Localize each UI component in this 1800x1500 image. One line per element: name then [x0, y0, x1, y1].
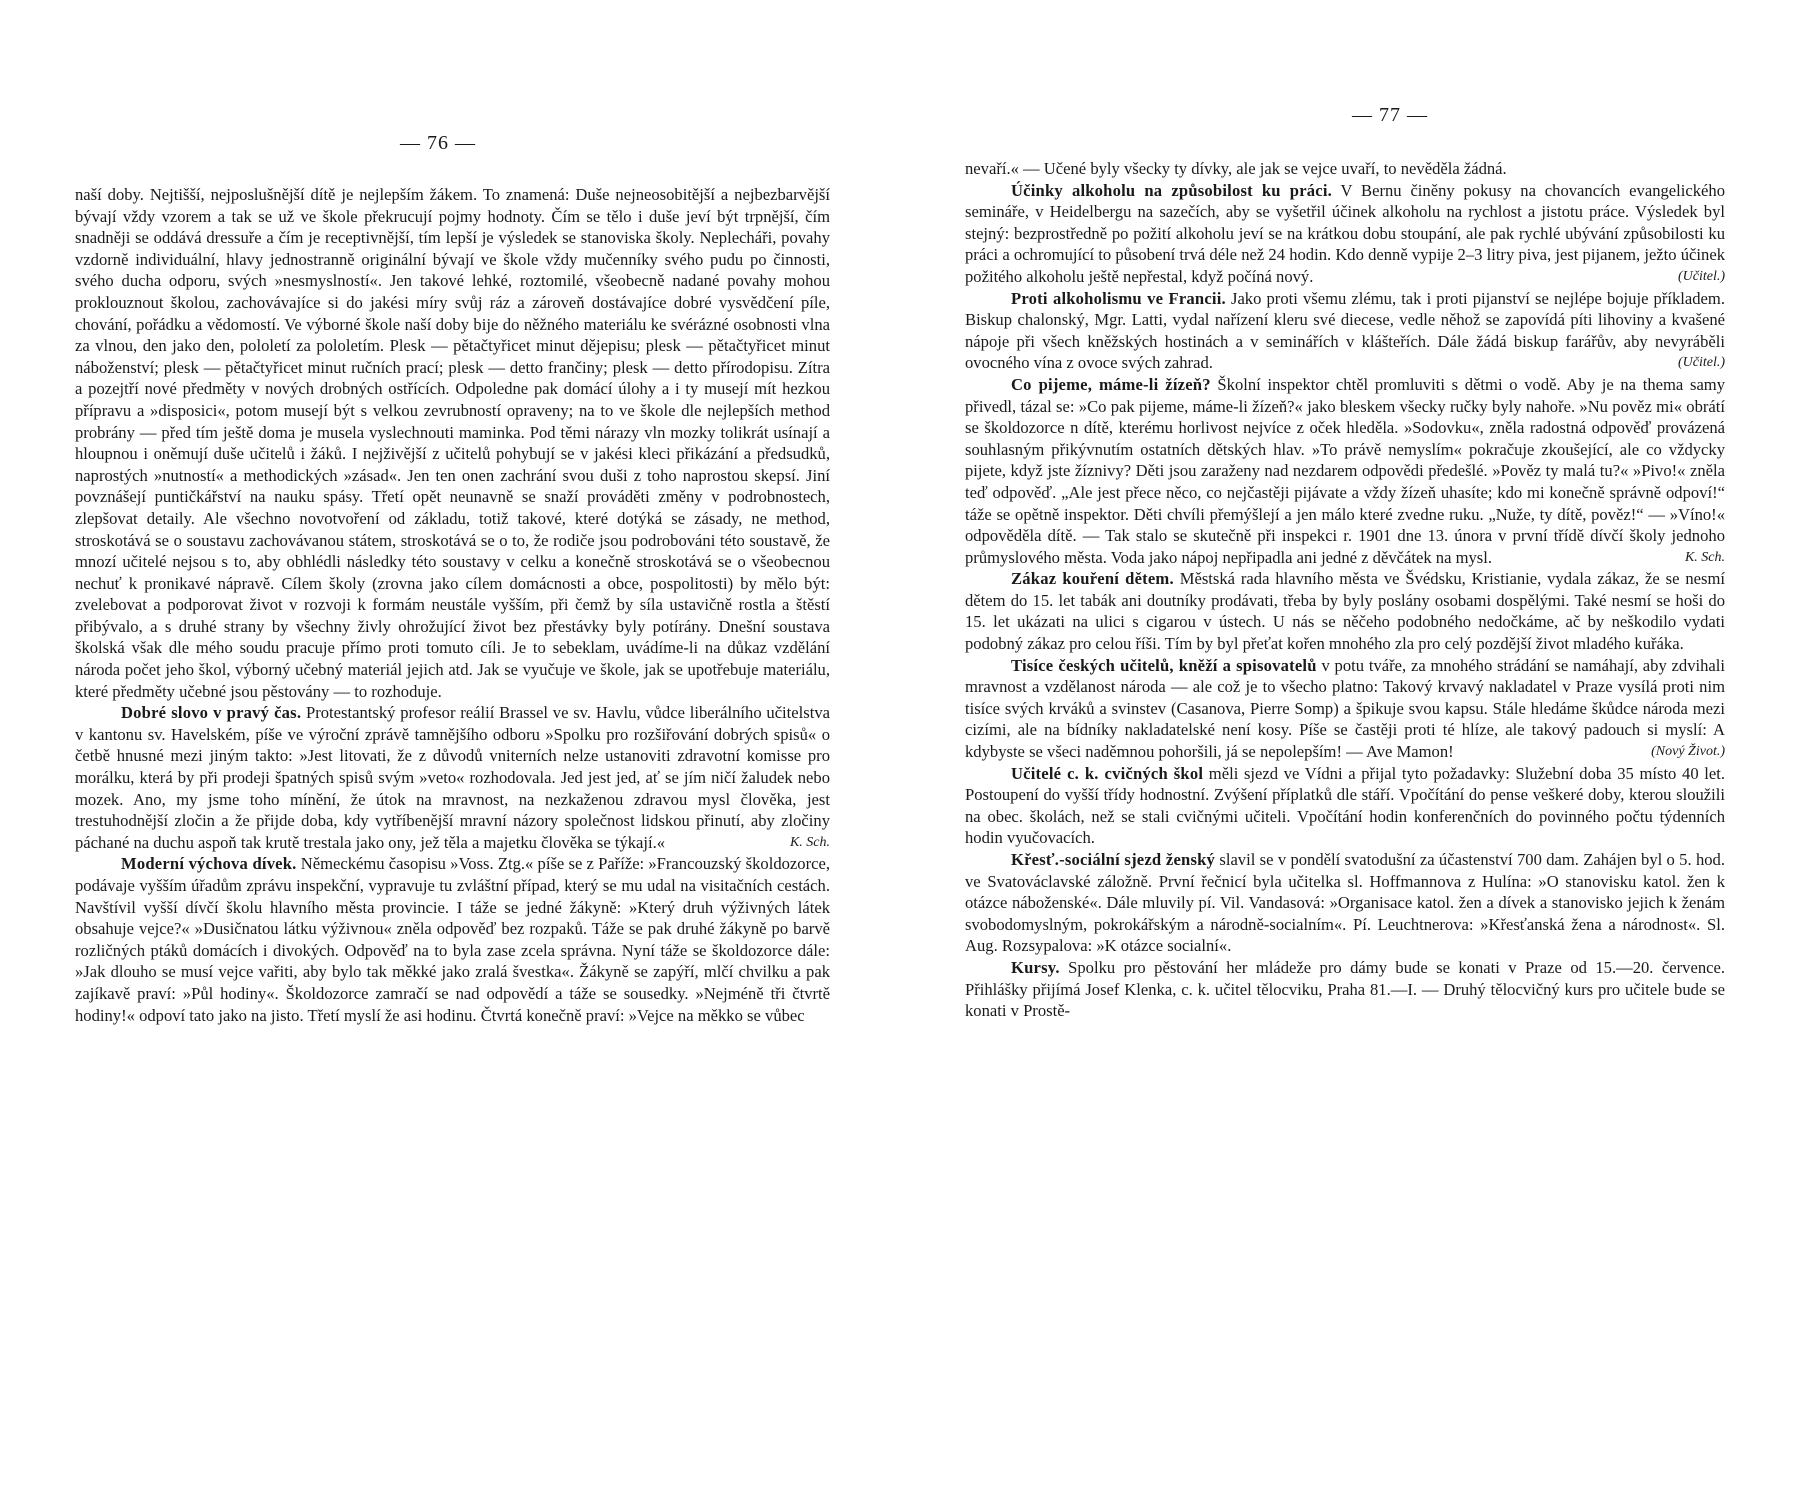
article-paragraph — [965, 288, 1725, 374]
paragraph-text: měli sjezd ve Vídni a přijal tyto požadavky: Služební doba 35 místo 40 let. Postoupení do vyšší třídy hodnostní. Zvýšení příplatků dle stáří. Vpočítání do pense veškeré doby, kterou sloužili na obec. školách, než se stali cvičnými učiteli. Vpočítání hodin konferenčních do povinného počtu týdenních hodin vyučovacích. — [965, 763, 1726, 848]
article-paragraph — [965, 957, 1725, 1022]
article-paragraph — [965, 568, 1725, 654]
paragraph-text: v potu tváře, za mnohého strádání se namáhají, aby zdvihali mravnost a vzdělanost národa — ale což je to všecho platno: Takový krvavý nakladatel v Praze vysílá proti nim tisíce svých krváků a svinstev (Casanova, Pierre Somp) a špikuje svou kapsu. Stále hledáme škůdce národa mezi cizími, ale na bídníky nakladatelské není kosy. Píše se častěji proti té hlíze, ale takový padouch si myslí: A kdybyste se všeci naděmnou pohoršili, já se nepolepším! — Ave Mamon! — [965, 655, 1725, 762]
paragraph-text: slavil se v pondělí svatodušní za účastenství 700 dam. Zahájen byl o 5. hod. ve Svatováclavské záložně. První řečnicí byla učitelka sl. Hoffmannova z Hulína: »O stanovisku katol. žen k otázce náboženské«. Dále mluvily pí. Vil. Vandasová: »Organisace katol. žen a dívek a stanovisko jejich k ženám svobodomyslným, pokrokářským a národně-socialním«. Pí. Leuchtnerova: »Křesťanská žena a národnost«. Sl. Aug. Rozsypalova: »K otázce socialní«. — [965, 850, 1726, 956]
article-heading: Co pijeme, máme-li žízeň? — [1011, 374, 1211, 394]
article-paragraph — [75, 702, 830, 853]
paragraph-text: Německému časopisu »Voss. Ztg.« píše se z Paříže: »Francouzský školdozorce, podávaje vyšším úřadům zprávu inspekční, vypravuje tu zvláštní případ, který se mu udal na visitačních cestách. Navštívil vyšší dívčí školu hlavního města provincie. I táže se jedné žákyně: »Který druh výživných látek obsahuje vejce?« »Dusičnatou látku výživnou« zněla odpověď bez rozpaků. Táže se pak druhé žákyně po barvě rozličných ptáků domácích i divokých. Odpověď na to byla zase zcela správna. Nyní táže se školdozorce dále: »Jak dlouho se musí vejce vařiti, aby bylo tak měkké jako zralá švestka«. Žákyně se zapýří, mlčí chvilku a pak zajíkavě praví: »Půl hodiny«. Školdozorce zamračí se nad odpovědí a táže se sousedky. »Nejméně tři čtvrtě hodiny!« odpoví tato jako na jisto. Třetí myslí že asi hodinu. Čtvrtá konečně praví: »Vejce na měkko se vůbec — [75, 854, 830, 1025]
article-heading: Proti alkoholismu ve Francii. — [1011, 288, 1226, 308]
article-heading: Zákaz kouření dětem. — [1011, 569, 1174, 589]
paragraph-text: naší doby. Nejtišší, nejposlušnější dítě je nejlepším žákem. To znamená: Duše nejneosobitější a nejbezbarvější bývají vždy vzorem a tak se už ve škole překrucují pojmy hodnoty. Čím se tělo i duše jeví být trpnější, čím snadněji se oddává dressuře a čím je receptivnější, tím lepší je výsledek se stanoviska školy. Neplecháři, povahy vzdorně individuální, hlavy jednostranně originální bývají ve škole vždy mučenníky svého pudu po činnosti, svého ducha odporu, svých »nesmyslností«. Jen takové lehké, roztomilé, všeobecně nadané povahy mohou proklouznout školou, zachovávajíce si do jakési míry svůj ráz a zároveň dostávajíce dobré vysvědčení píle, chování, pořádku a vědomostí. Ve výborné škole naší doby bije do něžného materiálu ke svérázné osobnosti vlna za vlnou, den jako den, pololetí za pololetím. Plesk — pětačtyřicet minut dějepisu; plesk — pětačtyřicet minut náboženství; plesk — pětačtyřicet minut ručních prací; plesk — detto frančiny; plesk — detto přírodopisu. Zítra a pozejtří nové předměty v nových drobných ostřících. Odpoledne pak domácí úlohy a i ty musejí mít hezkou přípravu a »disposici«, potom musejí být s velkou zevrubností opraveny; na to ve škole dle nejlepších method probrány — před tím ještě doma je musela vyslechnouti maminka. Pod těmi nárazy vln mozky tolikrát usínají a hloupnou i oněmují duše učitelů i žáků. I nejživější z učitelů pohybují se v jakési kleci přikázání a předsudků, naprostých »nutností« a methodických »zásad«. Jen ten onen zachrání svou duši z toho naprostou skepsí. Jiní povznášejí puntičkářství na nauku spásy. Třetí opět neunavně se snaží prováděti změny v podrobnostech, zlepšovat detaily. Ale všechno novotvoření od základu, totiž takové, které dotýká se zásady, ne method, stroskotává se o soustavu zachovávanou státem, stroskotává se o to, že rodiče jsou podrobováni této soustavě, že mnozí učitelé nejsou s to, aby obhlédli následky této soustavy v celku a konečně stroskotává se o všeobecnou nechuť k pronikavé nápravě. Cílem školy (zrovna jako cílem domácnosti a obce, pospolitosti) by mělo být: zvelebovat a podporovat život v rozvoji k formám neustále vyšším, při čemž by síla ustavičně rostla a štěstí přibývalo, a s druhé strany by všechny živly ohrožující život bez přestávky byly potírány. Dnešní soustava školská však dle mého soudu pracuje přímo proti tomuto cíli. Je to sebeklam, uvádíme-li na důkaz vzdělání národa počet jeho škol, výborný učebný materiál jejich atd. Jak se vyučuje ve škole, jak se upotřebuje materiálu, které předměty učebné jsou pěstovány — to rozhoduje. — [75, 185, 830, 701]
article-source: (Učitel.) — [1677, 268, 1725, 284]
article-source: K. Sch. — [789, 834, 830, 850]
article-heading: Křesť.-sociální sjezd ženský — [1011, 850, 1216, 869]
article-source: K. Sch. — [1684, 549, 1725, 565]
article-paragraph — [965, 763, 1725, 849]
article-source: (Učitel.) — [1677, 355, 1725, 371]
article-paragraph — [75, 184, 830, 702]
article-heading: Tisíce českých učitelů, kněží a spisovatelů — [1011, 655, 1317, 675]
article-paragraph — [965, 158, 1725, 180]
article-heading: Moderní výchova dívek. — [121, 854, 297, 874]
article-heading: Dobré slovo v pravý čas. — [121, 703, 302, 723]
paragraph-text: Protestantský profesor reálií Brassel ve sv. Havlu, vůdce liberálního učitelstva v kantonu sv. Havelském, píše ve výroční zprávě tamnějšího odboru »Spolku pro rozšiřování dobrých spisů« o četbě hnusné mezi jiným takto: »Jest litovati, že z důvodů vniterních nelze ustanoviti zdravotní komisse pro morálku, která by při prodeji špatných spisů svým »veto« rozhodovala. Jed jest jed, ať se jím ničí žaludek nebo mozek. Ano, my jsme toho mínění, že útok na mravnost, na nezkaženou zdravou mysl člověka, jest trestuhodnější zločin a že přijde doba, kdy vytříbenější mravní názory společnost lidskou přinutí, aby zločiny páchané na duchu aspoň tak krutě trestala jako ony, jež těla a majetku člověka se týkají.« — [75, 703, 830, 852]
page-number: — 76 — — [400, 132, 476, 154]
paragraph-text: Městská rada hlavního města ve Švédsku, Kristianie, vydala zákaz, že se nesmí dětem do 15. let tabák ani doutníky prodávati, třeba by byly poslány osobami dospělými. Také nesmí se hoši do 15. let ukázati na ulici s cigarou v ústech. U nás se něčeho podobného nedočkáme, ač by neškodilo vydati podobný zákaz pro celou říši. Tím by byl přeťat kořen mnohého zla pro celý pozdější život mladého kuřáka. — [965, 569, 1725, 654]
article-paragraph — [965, 374, 1725, 568]
article-heading: Učitelé c. k. cvičných škol — [1011, 763, 1204, 783]
article-heading: Účinky alkoholu na způsobilost ku práci. — [1011, 180, 1332, 200]
article-paragraph — [965, 655, 1725, 763]
paragraph-text: Spolku pro pěstování her mládeže pro dámy bude se konati v Praze od 15.—20. července. Přihlášky přijímá Josef Klenka, c. k. učitel tělocviku, Praha 81.—I. — Druhý tělocvičný kurs pro učitele bude se konati v Prostě- — [965, 957, 1725, 1021]
right-page — [900, 0, 1800, 1500]
article-source: (Nový Život.) — [1651, 744, 1725, 760]
article-paragraph — [965, 849, 1725, 957]
paragraph-text: Školní inspektor chtěl promluviti s dětmi o vodě. Aby je na thema samy přivedl, tázal se: »Co pak pijeme, máme-li žízeň?« jako bleskem všecky ručky byly nahoře. »Nu pověz mi« obrátí se školdozorce n dítě, kterému horlivost nejvíce z oček hleděla. »Sodovku«, zněla radostná odpověď provázená souhlasným přikývnutím ostatních dětských hlav. »To právě nemyslím« pokračuje zkoušející, ale co vždycky pijete, když jste žíznivy? Děti jsou zaraženy nad nezdarem odpovědi předešlé. »Pověz ty malá tu?« »Pivo!« zněla teď odpověď. „Ale jest přece něco, co nejčastěji pijávate a vždy žízeň uhasíte; kdo mi konečně správně odpoví!“ táže se opětně inspektor. Děti chvíli přemýšlejí a jen málo které zvedne ruku. „Nuže, ty dítě, pověz!“ — »Víno!« odpověděla dítě. — Tak stalo se skutečně při inspekci r. 1901 dne 13. února v první třídě dívčí školy jednoho průmyslového města. Voda jako nápoj nepřipadla ani jedné z děvčátek na mysl. — [965, 374, 1726, 567]
paragraph-text: Jako proti všemu zlému, tak i proti pijanství se nejlépe bojuje příkladem. Biskup chalonský, Mgr. Latti, vydal nařízení kleru své diecese, vedle něhož se zapovídá píti lihoviny a kvašené nápoje při všech kněžských hostinách a v seminářích v klášteřích. Dále žádá biskup farářův, aby nevyráběli ovocného vína z ovoce svých zahrad. — [965, 288, 1725, 373]
paragraph-text: nevaří.« — Učené byly všecky ty dívky, ale jak se vejce uvaří, to nevěděla žádná. — [965, 159, 1507, 178]
page-number: — 77 — — [1352, 104, 1428, 126]
paragraph-text: V Bernu činěny pokusy na chovancích evangelického semináře, v Heidelbergu na sazečích, aby se vyšetřil účinek alkoholu na rychlost a jistotu práce. Výsledek byl stejný: bezprostředně po požití alkoholu jeví se na krátkou dobu stoupání, ale pak rychlé ubývání způsobilosti ku práci a ochromující to působení trvá déle než 24 hodin. Kdo denně vypije 2–3 litry piva, jest pijanem, ježto účinek požitého alkoholu ještě nepřestal, když počíná nový. — [965, 180, 1725, 286]
article-paragraph — [965, 180, 1725, 288]
text-column — [965, 158, 1725, 1022]
article-heading: Kursy. — [1011, 957, 1060, 977]
article-paragraph — [75, 853, 830, 1026]
text-column — [75, 184, 830, 1026]
